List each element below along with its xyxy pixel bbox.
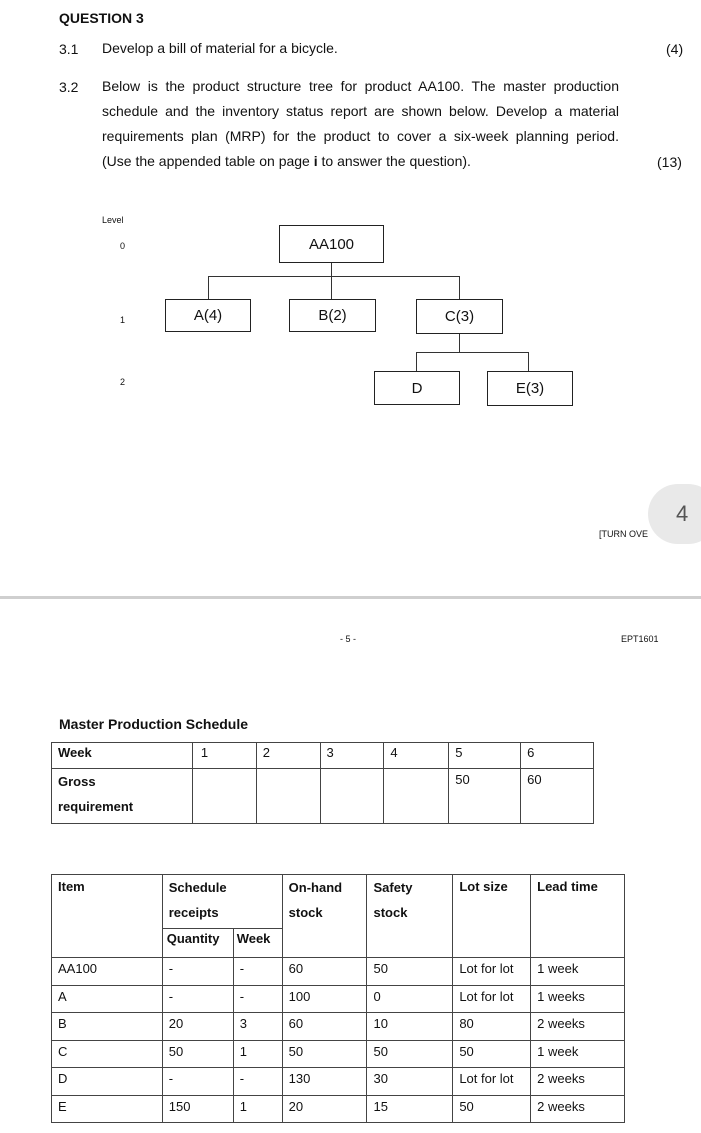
q31-marks: (4)	[666, 41, 684, 57]
mps-gross-cell: 60	[521, 769, 594, 824]
inventory-row	[52, 985, 625, 1013]
q32-number: 3.2	[59, 79, 79, 95]
header-schedule-line-2: receipts	[168, 905, 219, 920]
header-item: Item	[52, 875, 163, 958]
mps-week-cell: 2	[256, 743, 320, 769]
page-number: - 5 -	[340, 634, 357, 644]
mps-title: Master Production Schedule	[59, 716, 249, 732]
q32-line-2: schedule and the inventory status report are shown below. Develop a material	[102, 103, 619, 119]
connector-c-down	[459, 333, 460, 353]
tree-node-aa100: AA100	[279, 225, 384, 263]
mps-gross-label-line-1: Gross	[58, 774, 96, 789]
q32-line-4	[102, 149, 619, 174]
inventory-cell-lead-time: 2 weeks	[531, 1068, 625, 1096]
header-lead-time: Lead time	[531, 875, 625, 958]
mps-gross-label-line-2: requirement	[58, 799, 134, 814]
connector-to-d	[416, 352, 417, 372]
header-safety-line-1: Safety	[373, 880, 413, 895]
inventory-row	[52, 1068, 625, 1096]
inventory-cell-item: C	[52, 1040, 163, 1068]
connector-to-a	[208, 276, 209, 300]
inventory-cell-lot-size: 50	[453, 1095, 531, 1123]
connector-to-b	[331, 276, 332, 300]
mps-gross-row	[52, 769, 594, 824]
mps-week-cell: 1	[192, 743, 256, 769]
level-0-label: 0	[120, 241, 126, 251]
inventory-cell-week: -	[233, 1068, 282, 1096]
question-title: QUESTION 3	[59, 10, 144, 26]
inventory-cell-on-hand: 20	[282, 1095, 367, 1123]
inventory-cell-week: 3	[233, 1013, 282, 1041]
header-on-hand-line-1: On-hand	[288, 880, 343, 895]
inventory-cell-item: AA100	[52, 958, 163, 986]
inventory-cell-week: 1	[233, 1040, 282, 1068]
inventory-row	[52, 1040, 625, 1068]
mps-gross-cell	[192, 769, 256, 824]
header-quantity: Quantity	[162, 929, 233, 958]
q32-marks: (13)	[657, 154, 682, 170]
inventory-cell-lot-size: Lot for lot	[453, 1068, 531, 1096]
inventory-cell-lead-time: 1 weeks	[531, 985, 625, 1013]
inventory-cell-quantity: 50	[162, 1040, 233, 1068]
inventory-cell-quantity: 150	[162, 1095, 233, 1123]
header-schedule-line-1: Schedule	[168, 880, 227, 895]
header-on-hand-line-2: stock	[288, 905, 323, 920]
inventory-cell-on-hand: 60	[282, 1013, 367, 1041]
inventory-cell-lot-size: Lot for lot	[453, 985, 531, 1013]
level-2-label: 2	[120, 377, 126, 387]
mps-week-label: Week	[52, 743, 193, 769]
level-1-label: 1	[120, 315, 126, 325]
inventory-cell-week: 1	[233, 1095, 282, 1123]
connector-root-down	[331, 262, 332, 277]
tree-node-e: E(3)	[487, 371, 573, 406]
header-schedule-receipts	[162, 875, 282, 929]
tree-node-c: C(3)	[416, 299, 503, 334]
turn-over-text: [TURN OVE	[599, 529, 649, 539]
inventory-cell-lot-size: Lot for lot	[453, 958, 531, 986]
level-label: Level	[102, 215, 124, 225]
mps-week-row	[52, 743, 594, 769]
mps-week-cell: 3	[320, 743, 384, 769]
mps-gross-cell	[320, 769, 384, 824]
inventory-cell-item: E	[52, 1095, 163, 1123]
page-indicator-badge	[648, 484, 701, 544]
q32-line-4-post: to answer the question).	[317, 153, 471, 169]
q32-line-4-pre: (Use the appended table on page	[102, 153, 314, 169]
inventory-cell-safety-stock: 50	[367, 1040, 453, 1068]
tree-node-d: D	[374, 371, 460, 405]
tree-node-a: A(4)	[165, 299, 251, 332]
page-indicator-number: 4	[676, 501, 689, 526]
inventory-cell-safety-stock: 50	[367, 958, 453, 986]
inventory-cell-item: B	[52, 1013, 163, 1041]
inventory-cell-week: -	[233, 985, 282, 1013]
q31-number: 3.1	[59, 41, 79, 57]
inventory-cell-safety-stock: 30	[367, 1068, 453, 1096]
inventory-cell-quantity: -	[162, 1068, 233, 1096]
header-safety-line-2: stock	[373, 905, 408, 920]
mps-week-cell: 4	[384, 743, 449, 769]
inventory-cell-lead-time: 2 weeks	[531, 1013, 625, 1041]
mps-gross-cell	[256, 769, 320, 824]
inventory-row	[52, 1013, 625, 1041]
header-week: Week	[233, 929, 282, 958]
mps-week-cell: 6	[521, 743, 594, 769]
inventory-cell-lead-time: 1 week	[531, 958, 625, 986]
q32-line-4-bold: i	[313, 153, 318, 169]
inventory-cell-quantity: -	[162, 985, 233, 1013]
mps-week-cell: 5	[449, 743, 521, 769]
inventory-cell-on-hand: 100	[282, 985, 367, 1013]
inventory-cell-lot-size: 80	[453, 1013, 531, 1041]
header-lot-size: Lot size	[453, 875, 531, 958]
header-on-hand	[282, 875, 367, 958]
inventory-cell-safety-stock: 15	[367, 1095, 453, 1123]
q32-line-3: requirements plan (MRP) for the product to cover a six-week planning period.	[102, 128, 619, 144]
inventory-header-row-1	[52, 875, 625, 929]
q31-text: Develop a bill of material for a bicycle.	[102, 40, 338, 56]
mps-gross-label	[52, 769, 193, 824]
inventory-cell-lot-size: 50	[453, 1040, 531, 1068]
inventory-table	[51, 874, 625, 1123]
q32-line-1: Below is the product structure tree for product AA100. The master production	[102, 78, 619, 94]
page-divider	[0, 596, 701, 599]
inventory-row	[52, 1095, 625, 1123]
inventory-cell-quantity: 20	[162, 1013, 233, 1041]
inventory-cell-item: A	[52, 985, 163, 1013]
connector-to-c	[459, 276, 460, 300]
inventory-cell-safety-stock: 0	[367, 985, 453, 1013]
inventory-cell-on-hand: 130	[282, 1068, 367, 1096]
inventory-cell-item: D	[52, 1068, 163, 1096]
inventory-cell-on-hand: 60	[282, 958, 367, 986]
connector-level2-bar	[416, 352, 529, 353]
document-code: EPT1601	[621, 634, 659, 644]
mps-table	[51, 742, 594, 824]
q32-paragraph	[102, 74, 619, 174]
inventory-cell-lead-time: 2 weeks	[531, 1095, 625, 1123]
tree-node-b: B(2)	[289, 299, 376, 332]
inventory-row	[52, 958, 625, 986]
inventory-cell-on-hand: 50	[282, 1040, 367, 1068]
inventory-cell-week: -	[233, 958, 282, 986]
inventory-cell-safety-stock: 10	[367, 1013, 453, 1041]
connector-level1-bar	[208, 276, 460, 277]
connector-to-e	[528, 352, 529, 372]
inventory-cell-lead-time: 1 week	[531, 1040, 625, 1068]
inventory-cell-quantity: -	[162, 958, 233, 986]
mps-gross-cell	[384, 769, 449, 824]
mps-gross-cell: 50	[449, 769, 521, 824]
header-safety-stock	[367, 875, 453, 958]
